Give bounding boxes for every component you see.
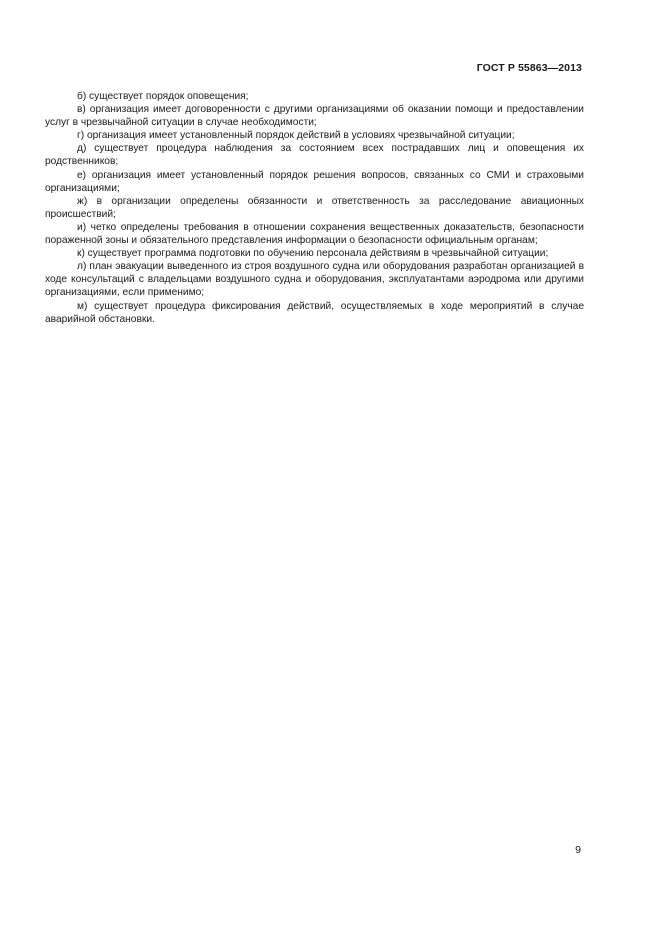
- list-item-g: г) организация имеет установленный порядок действий в условиях чрезвычайной ситуации;: [77, 130, 515, 142]
- list-item-e: е) организация имеет установленный порядок решения вопросов, связанных со СМИ и страховыми организациями;: [45, 169, 584, 194]
- list-item-i: и) четко определены требования в отношении сохранения вещественных доказательств, безопасности пораженной зоны и обязательного представления информации о безопасности официальным органам;: [45, 221, 584, 247]
- document-code-header: ГОСТ Р 55863—2013: [476, 62, 582, 74]
- list-item-l: л) план эвакуации выведенного из строя воздушного судна или оборудования разработан организацией в ходе консультаций с владельцами воздушного судна и оборудования, эксплуатантами аэродрома или другими организациями, если применимо;: [45, 261, 584, 299]
- page-number: 9: [575, 844, 581, 856]
- list-item-b: б) существует порядок оповещения;: [77, 91, 249, 102]
- list-item-d: д) существует процедура наблюдения за состоянием всех пострадавших лиц и оповещения их родственников;: [45, 143, 584, 168]
- list-item-k: к) существует программа подготовки по обучению персонала действиям в чрезвычайной ситуации;: [77, 248, 549, 260]
- list-item-m: м) существует процедура фиксирования действий, осуществляемых в ходе мероприятий в случае аварийной обстановки.: [45, 300, 584, 325]
- list-item-v: в) организация имеет договоренности с другими организациями об оказании помощи и предоставлении услуг в чрезвычайной ситуации в случае необходимости;: [45, 104, 584, 129]
- list-item-zh: ж) в организации определены обязанности и ответственность за расследование авиационных происшествий;: [45, 195, 584, 220]
- document-body: [45, 90, 584, 326]
